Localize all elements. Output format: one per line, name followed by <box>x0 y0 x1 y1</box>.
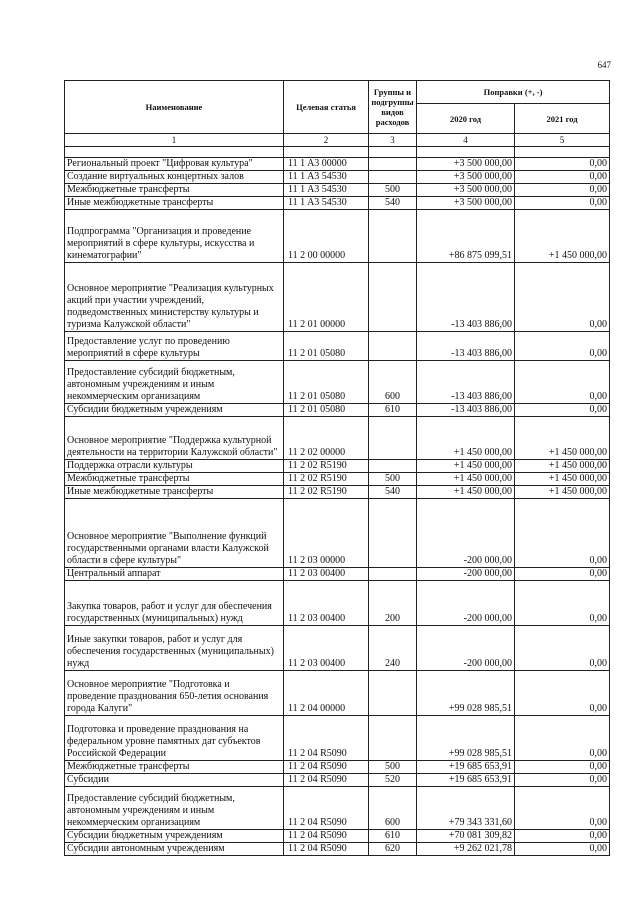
row-group-code <box>369 568 417 581</box>
row-amount-2021: +1 450 000,00 <box>515 210 610 263</box>
row-amount-2020: +9 262 021,78 <box>417 843 515 856</box>
row-name: Предоставление субсидий бюджетным, автономным учреждениям и иным некоммерческим организациям <box>65 361 284 404</box>
row-name: Основное мероприятие "Реализация культурных акций при участии учреждений, подведомственных министерству культуры и туризма Калужской области" <box>65 263 284 332</box>
row-amount-2021: 0,00 <box>515 568 610 581</box>
row-name: Субсидии <box>65 774 284 787</box>
row-amount-2021: 0,00 <box>515 404 610 417</box>
row-target-code: 11 2 04 00000 <box>284 671 369 716</box>
row-group-code: 620 <box>369 843 417 856</box>
row-group-code <box>369 263 417 332</box>
row-group-code <box>369 671 417 716</box>
row-amount-2021: 0,00 <box>515 774 610 787</box>
table-row <box>65 158 610 171</box>
header-amendments: Поправки (+, -) <box>417 81 610 104</box>
table-row <box>65 332 610 361</box>
row-amount-2020: -13 403 886,00 <box>417 332 515 361</box>
row-name: Иные закупки товаров, работ и услуг для обеспечения государственных (муниципальных) нужд <box>65 626 284 671</box>
row-target-code: 11 2 04 R5090 <box>284 716 369 761</box>
row-group-code <box>369 417 417 460</box>
row-target-code: 11 1 A3 54530 <box>284 197 369 210</box>
table-row <box>65 486 610 499</box>
table-row <box>65 404 610 417</box>
row-amount-2021: +1 450 000,00 <box>515 417 610 460</box>
row-amount-2021: +1 450 000,00 <box>515 473 610 486</box>
row-name: Предоставление субсидий бюджетным, автономным учреждениям и иным некоммерческим организациям <box>65 787 284 830</box>
row-group-code <box>369 716 417 761</box>
row-target-code: 11 2 02 R5190 <box>284 486 369 499</box>
row-group-code: 200 <box>369 581 417 626</box>
table-row <box>65 761 610 774</box>
row-amount-2020: -13 403 886,00 <box>417 404 515 417</box>
row-amount-2021: 0,00 <box>515 171 610 184</box>
row-name: Субсидии бюджетным учреждениям <box>65 830 284 843</box>
row-amount-2020: +3 500 000,00 <box>417 158 515 171</box>
table-row <box>65 361 610 404</box>
row-name: Межбюджетные трансферты <box>65 184 284 197</box>
row-group-code: 540 <box>369 486 417 499</box>
row-target-code: 11 1 A3 54530 <box>284 171 369 184</box>
row-amount-2021: 0,00 <box>515 197 610 210</box>
row-group-code: 610 <box>369 830 417 843</box>
row-name: Создание виртуальных концертных залов <box>65 171 284 184</box>
row-group-code: 540 <box>369 197 417 210</box>
table-row <box>65 626 610 671</box>
row-group-code: 610 <box>369 404 417 417</box>
table-row <box>65 197 610 210</box>
row-target-code: 11 2 03 00400 <box>284 581 369 626</box>
row-amount-2020: -200 000,00 <box>417 568 515 581</box>
table-row <box>65 568 610 581</box>
row-target-code: 11 2 04 R5090 <box>284 761 369 774</box>
row-amount-2021: 0,00 <box>515 263 610 332</box>
row-amount-2021: 0,00 <box>515 626 610 671</box>
row-amount-2021: 0,00 <box>515 499 610 568</box>
row-group-code <box>369 460 417 473</box>
row-amount-2021: 0,00 <box>515 716 610 761</box>
row-target-code: 11 2 01 05080 <box>284 361 369 404</box>
row-group-code: 600 <box>369 361 417 404</box>
table-row <box>65 184 610 197</box>
row-group-code: 500 <box>369 184 417 197</box>
row-group-code <box>369 171 417 184</box>
row-group-code: 500 <box>369 761 417 774</box>
header-groups: Группы и подгруппы видов расходов <box>369 81 417 134</box>
row-amount-2020: +70 081 309,82 <box>417 830 515 843</box>
row-target-code: 11 1 A3 54530 <box>284 184 369 197</box>
row-amount-2020: +99 028 985,51 <box>417 671 515 716</box>
row-name: Центральный аппарат <box>65 568 284 581</box>
row-amount-2020: +3 500 000,00 <box>417 171 515 184</box>
row-amount-2020: +3 500 000,00 <box>417 197 515 210</box>
row-amount-2020: +1 450 000,00 <box>417 486 515 499</box>
row-group-code <box>369 499 417 568</box>
row-target-code: 11 2 03 00400 <box>284 626 369 671</box>
row-amount-2021: 0,00 <box>515 787 610 830</box>
row-group-code: 600 <box>369 787 417 830</box>
row-name: Основное мероприятие "Выполнение функций государственными органами власти Калужской области в сфере культуры" <box>65 499 284 568</box>
row-group-code: 500 <box>369 473 417 486</box>
row-target-code: 11 2 04 R5090 <box>284 843 369 856</box>
row-amount-2021: 0,00 <box>515 761 610 774</box>
row-target-code: 11 2 02 R5190 <box>284 473 369 486</box>
table-row <box>65 716 610 761</box>
row-target-code: 11 2 04 R5090 <box>284 774 369 787</box>
row-group-code <box>369 158 417 171</box>
row-name: Межбюджетные трансферты <box>65 761 284 774</box>
row-group-code: 240 <box>369 626 417 671</box>
row-name: Основное мероприятие "Поддержка культурной деятельности на территории Калужской области" <box>65 417 284 460</box>
row-amount-2021: 0,00 <box>515 843 610 856</box>
table-row <box>65 830 610 843</box>
row-target-code: 11 2 00 00000 <box>284 210 369 263</box>
col-number: 5 <box>515 134 610 147</box>
row-name: Основное мероприятие "Подготовка и проведение празднования 650-летия основания города Калуги" <box>65 671 284 716</box>
row-name: Субсидии бюджетным учреждениям <box>65 404 284 417</box>
row-name: Подпрограмма "Организация и проведение мероприятий в сфере культуры, искусства и кинематографии" <box>65 210 284 263</box>
row-amount-2021: 0,00 <box>515 158 610 171</box>
page-number: 647 <box>597 60 611 70</box>
col-number: 1 <box>65 134 284 147</box>
row-amount-2021: 0,00 <box>515 184 610 197</box>
row-amount-2020: -200 000,00 <box>417 499 515 568</box>
row-amount-2021: 0,00 <box>515 361 610 404</box>
table-row <box>65 787 610 830</box>
row-amount-2020: +19 685 653,91 <box>417 774 515 787</box>
row-target-code: 11 1 A3 00000 <box>284 158 369 171</box>
row-target-code: 11 2 01 05080 <box>284 404 369 417</box>
header-target: Целевая статья <box>284 81 369 134</box>
col-number: 4 <box>417 134 515 147</box>
table-row <box>65 417 610 460</box>
header-2020: 2020 год <box>417 104 515 134</box>
row-amount-2021: +1 450 000,00 <box>515 460 610 473</box>
row-target-code: 11 2 04 R5090 <box>284 830 369 843</box>
row-target-code: 11 2 04 R5090 <box>284 787 369 830</box>
row-amount-2020: +86 875 099,51 <box>417 210 515 263</box>
row-name: Субсидии автономным учреждениям <box>65 843 284 856</box>
budget-table <box>64 80 610 856</box>
row-name: Предоставление услуг по проведению мероприятий в сфере культуры <box>65 332 284 361</box>
table-row <box>65 473 610 486</box>
row-group-code <box>369 210 417 263</box>
row-amount-2020: -200 000,00 <box>417 626 515 671</box>
row-amount-2020: -13 403 886,00 <box>417 263 515 332</box>
row-target-code: 11 2 03 00400 <box>284 568 369 581</box>
table-row <box>65 581 610 626</box>
row-amount-2020: +3 500 000,00 <box>417 184 515 197</box>
row-amount-2021: 0,00 <box>515 830 610 843</box>
row-target-code: 11 2 02 00000 <box>284 417 369 460</box>
col-number: 2 <box>284 134 369 147</box>
header-name: Наименование <box>65 81 284 134</box>
row-name: Закупка товаров, работ и услуг для обеспечения государственных (муниципальных) нужд <box>65 581 284 626</box>
table-row <box>65 499 610 568</box>
row-amount-2020: +79 343 331,60 <box>417 787 515 830</box>
row-target-code: 11 2 01 00000 <box>284 263 369 332</box>
table-row <box>65 263 610 332</box>
row-target-code: 11 2 01 05080 <box>284 332 369 361</box>
row-amount-2020: +19 685 653,91 <box>417 761 515 774</box>
row-amount-2021: +1 450 000,00 <box>515 486 610 499</box>
row-amount-2020: -200 000,00 <box>417 581 515 626</box>
header-2021: 2021 год <box>515 104 610 134</box>
row-amount-2020: -13 403 886,00 <box>417 361 515 404</box>
table-row <box>65 210 610 263</box>
row-name: Подготовка и проведение празднования на федеральном уровне памятных дат субъектов Российской Федерации <box>65 716 284 761</box>
row-amount-2020: +1 450 000,00 <box>417 417 515 460</box>
row-target-code: 11 2 02 R5190 <box>284 460 369 473</box>
table-row <box>65 774 610 787</box>
col-number: 3 <box>369 134 417 147</box>
row-amount-2021: 0,00 <box>515 581 610 626</box>
table-row <box>65 843 610 856</box>
row-name: Региональный проект "Цифровая культура" <box>65 158 284 171</box>
table-body <box>65 147 610 856</box>
table-row <box>65 460 610 473</box>
row-name: Иные межбюджетные трансферты <box>65 486 284 499</box>
row-amount-2021: 0,00 <box>515 671 610 716</box>
row-group-code <box>369 332 417 361</box>
row-amount-2020: +1 450 000,00 <box>417 460 515 473</box>
row-group-code: 520 <box>369 774 417 787</box>
row-name: Межбюджетные трансферты <box>65 473 284 486</box>
row-amount-2020: +1 450 000,00 <box>417 473 515 486</box>
row-name: Поддержка отрасли культуры <box>65 460 284 473</box>
row-amount-2020: +99 028 985,51 <box>417 716 515 761</box>
row-name: Иные межбюджетные трансферты <box>65 197 284 210</box>
table-row <box>65 171 610 184</box>
table-row <box>65 671 610 716</box>
row-target-code: 11 2 03 00000 <box>284 499 369 568</box>
row-amount-2021: 0,00 <box>515 332 610 361</box>
